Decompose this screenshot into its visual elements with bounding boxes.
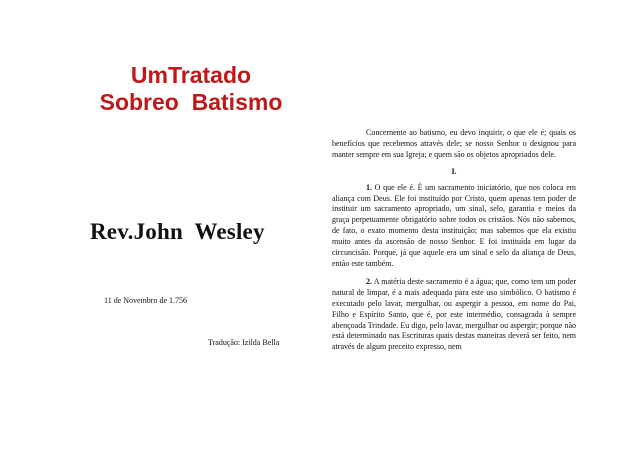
title-line-2: Sobreo Batismo bbox=[99, 89, 283, 115]
title-line-1: UmTratado bbox=[130, 62, 252, 88]
paragraph-2 bbox=[332, 277, 576, 353]
author-name: Rev.John Wesley bbox=[90, 219, 265, 244]
paragraph-1-text: O que ele é. É um sacramento iniciatório, que nos coloca em aliança com Deus. Ele foi instituído por Cristo, quem apenas tem poder de instituir um sacramento apropriado, um sinal, selo, garantia e meios da graça perpetuamente obrigatório sobre todos os cristãos. Nós não sabemos, de fato, o exato momento desta instituição; mas sabemos que ela existiu muito antes da ascensão de nosso Senhor. E foi instituída em lugar da circuncisão. Porque, já que aquele era um sinal e selo da aliança de Deus, então este também. bbox=[332, 182, 576, 268]
section-heading: I. bbox=[451, 166, 457, 176]
body-column bbox=[332, 128, 576, 353]
document-title bbox=[86, 62, 296, 116]
paragraph-1-number: 1. bbox=[366, 182, 372, 192]
translation-credit: Tradução: Izilda Bella bbox=[208, 338, 280, 347]
paragraph-2-number: 2. bbox=[366, 276, 372, 286]
intro-paragraph: Concernente ao batismo, eu devo inquirir, o que ele é; quais os benefícios que recebemos através dele; se nosso Senhor o designou para manter sempre em sua Igreja; e quem são os objetos apropriados dele. bbox=[332, 128, 576, 159]
paragraph-2-text: A matéria deste sacramento é a água; que, como tem um poder natural de limpar, é a mais adequada para este uso simbólico. O batismo é executado pelo lavar, mergulhar, ou aspergir a pessoa, em nome do Pai, Filho e Espírito Santo, que é, por este intermédio, consagrada à sempre abençoada Trindade. Eu digo, pelo lavar, mergulhar ou aspergir; porque não está determinado nas Escrituras quais destas maneiras deverá ser feito, nem através de algum preceito expresso, nem bbox=[332, 276, 576, 352]
date-text: 11 de Novembro de 1.756 bbox=[104, 296, 188, 305]
paragraph-1 bbox=[332, 183, 576, 270]
